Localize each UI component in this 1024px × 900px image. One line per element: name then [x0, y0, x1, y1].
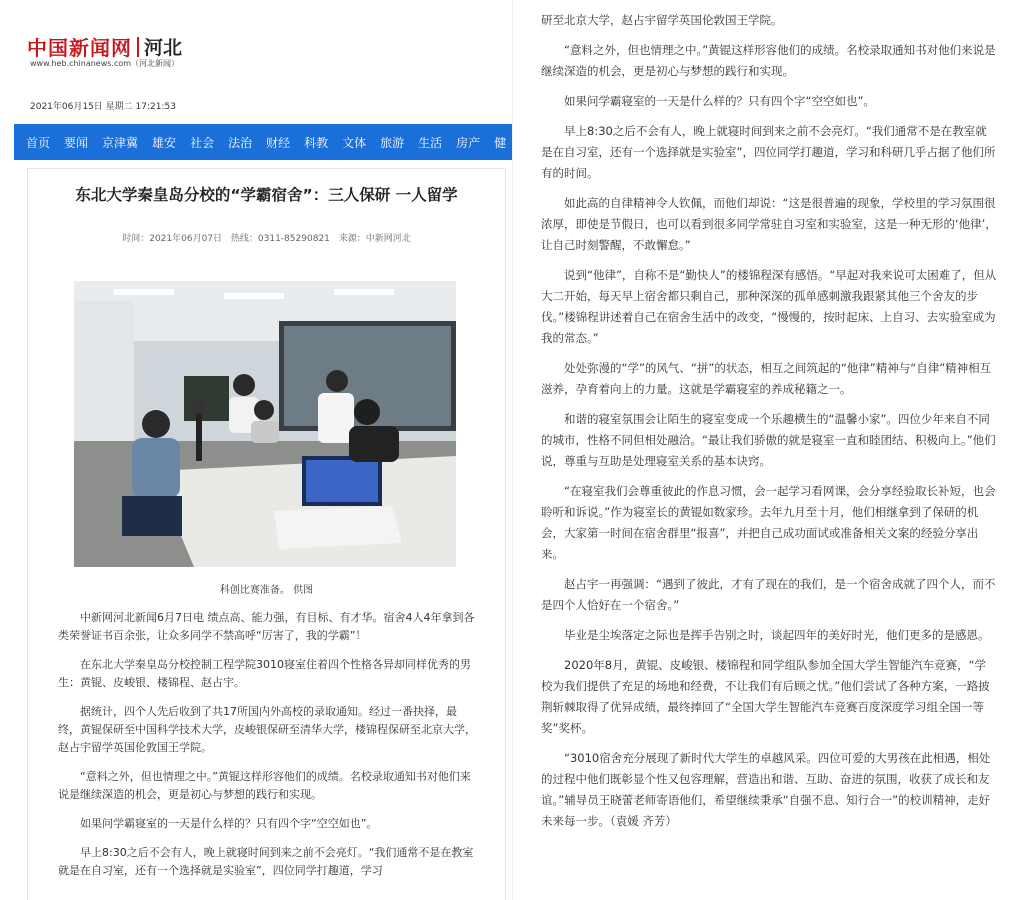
article-paragraph: “在寝室我们会尊重彼此的作息习惯，会一起学习看网课，会分享经验取长补短，也会聆听和诉说。”作为寝室长的黄锟如数家珍。去年九月至十月，他们相继拿到了保研的机会，大家第一时间在宿舍群里“报喜”，并把自己成功面试或准备相关文案的经验分享出来。	[541, 484, 996, 561]
nav-item-education[interactable]: 科教	[304, 135, 329, 150]
article-paragraph: 和谐的寝室氛围会让陌生的寝室变成一个乐趣横生的“温馨小家”。四位少年来自不同的城市，性格不同但相处融洽。“最让我们骄傲的就是寝室一直和睦团结、积极向上。”他们说，尊重与互助是处理寝室关系的基本诀窍。	[541, 412, 996, 468]
nav-item-home[interactable]: 首页	[26, 135, 51, 150]
article-paragraph: 中新网河北新闻6月7日电 绩点高、能力强，有目标、有才华。宿舍4人4年拿到各类荣誉证书百余张，让众多同学不禁高呼“厉害了，我的学霸”！	[58, 611, 475, 642]
article-paragraph: “3010宿舍充分展现了新时代大学生的卓越风采。四位可爱的大男孩在此相遇，相处的过程中他们既彰显个性又包容理解，营造出和谐、互助、奋进的氛围，收获了成长和友谊。”辅导员王晓蕾老师寄语他们，希望继续秉承“自强不息、知行合一”的校训精神，走好未来每一步。（袁媛 齐芳）	[541, 751, 991, 828]
nav-item-life[interactable]: 生活	[418, 135, 443, 150]
site-logo[interactable]	[27, 32, 182, 61]
current-datetime: 2021年06月15日 星期二 17:21:53	[30, 102, 176, 112]
logo-region: 河北	[144, 37, 183, 59]
article-paragraph: 如果问学霸寝室的一天是什么样的？只有四个字“空空如也”。	[564, 94, 875, 108]
article-paragraph: 早上8:30之后不会有人，晚上就寝时间到来之前不会亮灯。“我们通常不是在教室就是在自习室，还有一个选择就是实验室”，四位同学打趣道，学习和科研几乎占据了他们所有的时间。	[541, 124, 996, 180]
right-page-panel	[512, 0, 1024, 900]
nav-item-jingjinji[interactable]: 京津冀	[102, 135, 139, 150]
article-paragraph: 如此高的自律精神令人钦佩，而他们却说：“这是很普遍的现象，学校里的学习氛围很浓厚，即使是节假日，也可以看到很多同学常驻自习室和实验室，这是一种无形的‘他律’，让自己时刻警醒，不敢懈怠。”	[541, 196, 997, 252]
nav-item-health[interactable]: 健	[494, 135, 507, 150]
article-photo	[74, 281, 456, 567]
nav-item-travel[interactable]: 旅游	[380, 135, 405, 150]
photo-caption: 科创比赛准备。 供图	[219, 585, 314, 596]
site-url: www.heb.chinanews.com（河北新闻）	[30, 59, 180, 68]
main-nav	[14, 124, 512, 160]
article-paragraph: “意料之外，但也情理之中。”黄锟这样形容他们的成绩。名校录取通知书对他们来说是继续深造的机会，更是初心与梦想的践行和实现。	[58, 770, 471, 801]
nav-item-realestate[interactable]: 房产	[456, 135, 481, 150]
nav-item-finance[interactable]: 财经	[266, 135, 291, 150]
article-container	[27, 168, 506, 900]
article-paragraph: 处处弥漫的“学”的风气、“拼”的状态，相互之间筑起的“他律”精神与“自律”精神相互滋养，孕育着向上的力量。这就是学霸寝室的养成秘籍之一。	[541, 361, 992, 396]
article-title: 东北大学秦皇岛分校的“学霸宿舍”：三人保研 一人留学	[75, 186, 458, 204]
article-body-right	[541, 10, 997, 841]
article-source: 来源：中新网河北	[338, 234, 411, 244]
article-paragraph: 2020年8月，黄锟、皮峻银、楼锦程和同学组队参加全国大学生智能汽车竞赛，“学校为我们提供了充足的场地和经费，不让我们有后顾之忧。”他们尝试了各种方案，一路披荆斩棘取得了优异成绩，最终捧回了“全国大学生智能汽车竞赛百度深度学习组全国一等奖”奖杯。	[541, 658, 990, 735]
logo-name: 中国新闻网	[27, 36, 132, 60]
article-paragraph: 毕业是尘埃落定之际也是挥手告别之时，谈起四年的美好时光，他们更多的是感恩。	[564, 628, 990, 642]
article-time: 时间：2021年06月07日	[122, 234, 223, 244]
article-paragraph: 在东北大学秦皇岛分校控制工程学院3010寝室住着四个性格各异却同样优秀的男生：黄锟、皮峻银、楼锦程、赵占宇。	[58, 658, 471, 689]
article-meta	[28, 231, 505, 244]
article-paragraph-continued: 研至北京大学，赵占宇留学英国伦敦国王学院。	[541, 13, 783, 27]
photo-illustration	[74, 281, 456, 567]
nav-item-xiongan[interactable]: 雄安	[152, 135, 177, 150]
article-paragraph: 说到“他律”，自称不是“勤快人”的楼锦程深有感悟。“早起对我来说可太困难了，但从大二开始，每天早上宿舍都只剩自己，那种深深的孤单感刺激我跟紧其他三个舍友的步伐。”楼锦程讲述着自己在宿舍生活中的改变，“慢慢的，按时起床、上自习、去实验室成为我的常态。”	[541, 268, 997, 345]
logo-divider	[137, 37, 139, 57]
article-paragraph: 据统计，四个人先后收到了共17所国内外高校的录取通知。经过一番抉择，最终，黄锟保研至中国科学技术大学，皮峻银保研至清华大学，楼锦程保研至北京大学，赵占宇留学英国伦敦国王学院。	[58, 705, 476, 754]
article-paragraph: “意料之外，但也情理之中。”黄锟这样形容他们的成绩。名校录取通知书对他们来说是继续深造的机会，更是初心与梦想的践行和实现。	[541, 43, 996, 78]
article-paragraph: 早上8:30之后不会有人，晚上就寝时间到来之前不会亮灯。“我们通常不是在教室就是在自习室，还有一个选择就是实验室”，四位同学打趣道，学习	[58, 846, 474, 877]
article-paragraph: 赵占宇一再强调：“遇到了彼此，才有了现在的我们，是一个宿舍成就了四个人，而不是四个人恰好在一个宿舍。”	[541, 577, 996, 612]
nav-item-law[interactable]: 法治	[228, 135, 253, 150]
nav-item-society[interactable]: 社会	[190, 135, 215, 150]
nav-item-culture-sports[interactable]: 文体	[342, 135, 367, 150]
article-body-left	[58, 609, 478, 891]
nav-item-headlines[interactable]: 要闻	[64, 135, 89, 150]
article-paragraph: 如果问学霸寝室的一天是什么样的？只有四个字“空空如也”。	[80, 817, 378, 830]
article-hotline: 热线：0311-85290821	[230, 234, 330, 244]
